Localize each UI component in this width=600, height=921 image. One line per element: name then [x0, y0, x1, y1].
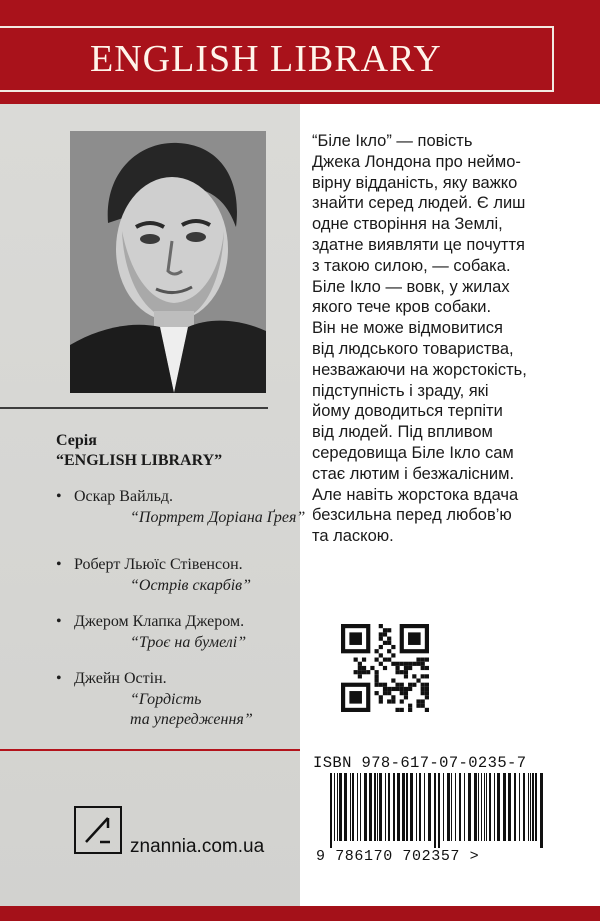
- book-author: Джейн Остін.: [74, 670, 167, 687]
- description-line: “Біле Ікло” — повість: [312, 132, 473, 150]
- book-description: [312, 131, 594, 547]
- bullet-icon: •: [56, 556, 62, 573]
- description-line: одне створіння на Землі,: [312, 215, 503, 234]
- description-line: безсильна перед любов’ю: [312, 506, 512, 525]
- book-author: Джером Клапка Джером.: [74, 613, 245, 630]
- book-title: “Троє на бумелі”: [130, 634, 247, 651]
- bullet-icon: •: [56, 488, 62, 505]
- isbn-number: ISBN 978-617-07-0235-7: [313, 754, 527, 772]
- description-line: вірну відданість, яку важко: [312, 173, 518, 192]
- publisher-logo-mark: [76, 808, 120, 852]
- divider-rule: [0, 407, 268, 409]
- book-author: Роберт Льюїс Стівенсон.: [74, 556, 243, 573]
- divider-rule-red: [0, 749, 300, 751]
- description-line: Але навіть жорстока вдача: [312, 485, 519, 504]
- description-line: від людей. Під впливом: [312, 423, 493, 442]
- description-line: та ласкою.: [312, 527, 394, 546]
- description-line: здатне виявляти це почуття: [312, 235, 525, 254]
- author-portrait: [70, 131, 266, 393]
- portrait-drawing: [70, 131, 266, 393]
- description-line: знайти серед людей. Є лиш: [312, 194, 526, 213]
- publisher-logo-icon: [74, 806, 122, 854]
- qr-code-icon: [341, 624, 429, 712]
- bullet-icon: •: [56, 613, 62, 630]
- book-title: “Портрет Доріана Ґрея”: [130, 509, 306, 526]
- description-line: середовища Біле Ікло сам: [312, 443, 514, 462]
- description-line: підступність і зраду, які: [312, 381, 489, 400]
- description-line: Біле Ікло — вовк, у жилах: [312, 277, 510, 296]
- description-line: стає лютим і безжалісним.: [312, 464, 515, 483]
- series-header: [0, 0, 600, 104]
- description-line: від людського товариства,: [312, 339, 514, 358]
- series-name: “ENGLISH LIBRARY”: [56, 452, 223, 469]
- bullet-icon: •: [56, 670, 62, 687]
- series-label: Серія: [56, 432, 97, 449]
- description-line: Він не може відмовитися: [312, 319, 503, 338]
- book-title-line-1: “Гордість: [130, 691, 202, 708]
- publisher-website: znannia.com.ua: [130, 836, 265, 857]
- description-line: Джека Лондона про неймо-: [312, 152, 521, 171]
- bottom-strip: [0, 906, 600, 921]
- barcode-icon: [328, 773, 546, 848]
- barcode-digits: 9 786170 702357 >: [316, 848, 480, 865]
- description-line: йому доводиться терпіти: [312, 402, 503, 421]
- book-title: “Острів скарбів”: [130, 577, 252, 594]
- description-line: з такою силою, — собака.: [312, 256, 511, 275]
- description-line: якого тече кров собаки.: [312, 298, 492, 317]
- book-title-line-2: та упередження”: [130, 711, 253, 728]
- series-title: ENGLISH LIBRARY: [90, 38, 442, 80]
- book-author: Оскар Вайльд.: [74, 488, 174, 505]
- description-line: незважаючи на жорстокість,: [312, 360, 527, 379]
